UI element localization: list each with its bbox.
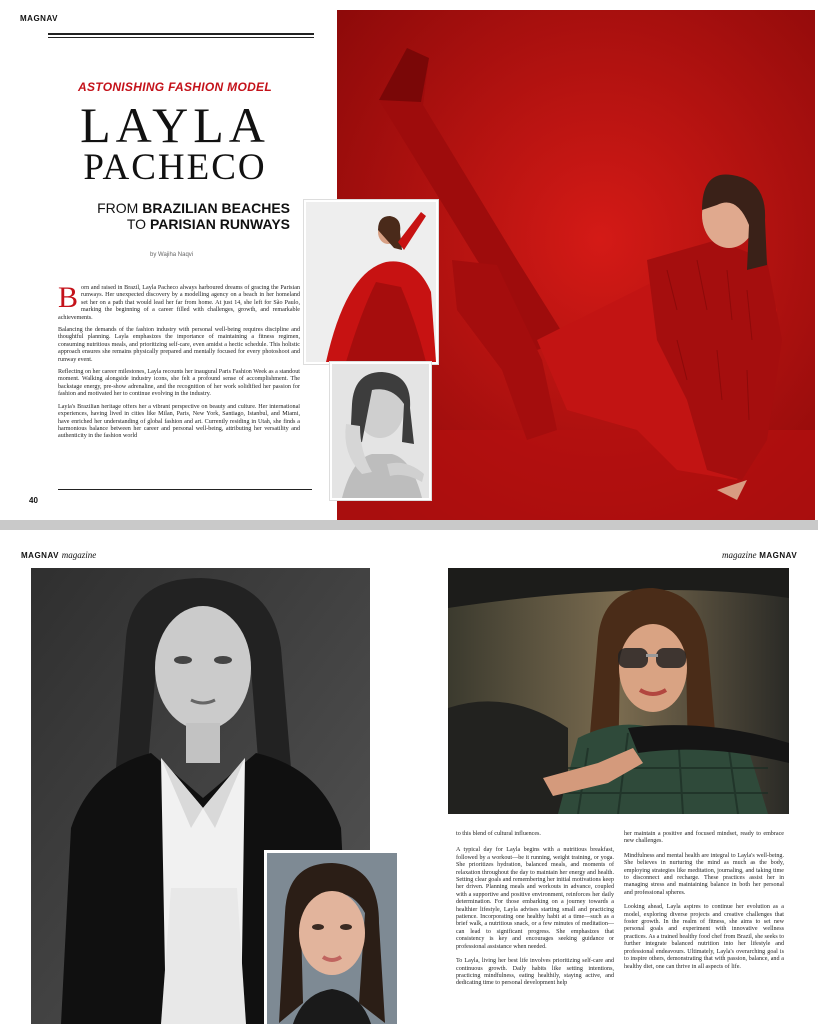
- inset-photo-red-illustration: [306, 202, 436, 362]
- subtitle-bold-1: BRAZILIAN BEACHES: [142, 200, 290, 216]
- brand-left-italic: magazine: [61, 550, 97, 560]
- photo-color-portrait-illustration: [267, 853, 397, 1024]
- brand-left-name: MAGNAV: [21, 551, 59, 560]
- header-rule: [48, 33, 314, 35]
- spread-page-41: [0, 530, 818, 1024]
- subtitle-prefix-2: TO: [126, 216, 147, 232]
- paragraph-1-text: orn and raised in Brazil, Layla Pacheco always harboured dreams of gracing the Parisian runways. Her unexpected discovery by a modelling agency on a beach in her homeland set her on a path that would lead her far from home. At just 14, she left for São Paulo, marking the beginning of a career filled with challenges, growth, and remarkable achievements.: [58, 285, 300, 321]
- brand-right-name: MAGNAV: [759, 551, 798, 560]
- subtitle-prefix-1: FROM: [97, 200, 139, 216]
- magazine-brand-left: [21, 550, 96, 560]
- photo-color-portrait-inset: [264, 850, 400, 1024]
- col1-paragraph-1: to this blend of cultural influences.: [456, 831, 541, 837]
- inset-photo-bw-illustration: [332, 364, 429, 498]
- paragraph-2: Balancing the demands of the fashion industry with personal well-being requires discipline and thoughtful planning. Layla emphasizes the importance of maintaining a fitness regimen, consuming nutritious meals, and prioritizing self-care, even amidst a hectic schedule. This holistic approach ensures she remains physically prepared and mentally focused for every photoshoot and runway event.: [58, 327, 300, 363]
- article-body-column-2: [624, 831, 784, 971]
- paragraph-1: [58, 281, 300, 322]
- header-rule-thin: [48, 37, 314, 38]
- headline-first-name: LAYLA: [80, 97, 270, 153]
- photo-car-sunglasses-illustration: [448, 568, 789, 814]
- kicker: ASTONISHING FASHION MODEL: [78, 80, 272, 94]
- col2-paragraph-3: Looking ahead, Layla aspires to continue her evolution as a model, exploring diverse projects and creative challenges that foster growth. In the realm of fitness, she aims to set new personal goals and experiment with innovative wellness practices. As a trained healthy food chef from Brazil, she seeks to further integrate balanced nutrition into her lifestyle and professional endeavours. Ultimately, Layla's overarching goal is to inspire others, demonstrating that with passion, balance, and a healthy diet, one can thrive in all aspects of life.: [624, 904, 784, 970]
- brand-right-italic: magazine: [722, 550, 757, 560]
- article-body-column-1: [456, 831, 614, 988]
- magazine-brand: MAGNAV: [20, 14, 58, 23]
- drop-cap: B: [58, 281, 79, 314]
- headline-last-name: PACHECO: [83, 147, 267, 188]
- inset-photo-red-dress: [304, 200, 438, 364]
- inset-photo-bw-portrait: [330, 362, 431, 500]
- page-number: 40: [29, 496, 38, 505]
- col1-paragraph-2: A typical day for Layla begins with a nutritious breakfast, followed by a workout—be it running, weight training, or yoga. She prioritizes hydration, balanced meals, and moments of relaxation throughout the day to maintain her energy and health. Setting clear goals and remembering her initial motivations keep her driven. Planning meals and workouts in advance, coupled with a supportive and positive environment, reinforces her daily determination. For those embarking on a journey towards a healthier lifestyle, Layla advises starting small and practicing patience. Incorporating one healthy habit at a time—such as a brief walk, a nutritious snack, or a few minutes of meditation—can lead to significant progress. She emphasizes that consistency is key and encourages seeking guidance or professional assistance when needed.: [456, 847, 614, 950]
- article-body-page40: [58, 281, 300, 448]
- footer-rule: [58, 489, 312, 490]
- byline: by Wajiha Naqvi: [150, 252, 194, 258]
- col2-paragraph-1: her maintain a positive and focused mindset, ready to embrace new challenges.: [624, 831, 784, 845]
- col2-paragraph-2: Mindfulness and mental health are integral to Layla's well-being. She believes in nurturing the mind as much as the body, employing strategies like meditation, journaling, and taking time to disconnect and recharge. These practices assist her in managing stress and maintaining balance in both her personal and professional spheres.: [624, 852, 784, 896]
- paragraph-4: Layla's Brazilian heritage offers her a vibrant perspective on beauty and culture. Her international experiences, having lived in cities like Milan, Paris, New York, Santiago, Istanbul, and Miami, have enriched her understanding of global fashion and art. Currently residing in Utah, she finds a harmonious balance between her career and personal well-being, attributing her versatility and authenticity in the fashion world: [58, 403, 300, 440]
- magazine-brand-right: [722, 550, 797, 560]
- photo-car-sunglasses: [448, 568, 789, 814]
- paragraph-3: Reflecting on her career milestones, Layla recounts her inaugural Paris Fashion Week as a standout moment. Walking alongside industry icons, she felt a profound sense of accomplishment. The backstage energy, pre-show adrenaline, and the recognition of her work solidified her passion for fashion and motivated her to continue evolving in the industry.: [58, 369, 300, 398]
- subtitle-bold-2: PARISIAN RUNWAYS: [149, 216, 290, 232]
- subtitle: [60, 200, 290, 232]
- col1-paragraph-3: To Layla, living her best life involves prioritizing self-care and continuous growth. Daily habits like setting intentions, practicing mindfulness, eating healthily, staying active, and dedicating time to personal development help: [456, 958, 614, 987]
